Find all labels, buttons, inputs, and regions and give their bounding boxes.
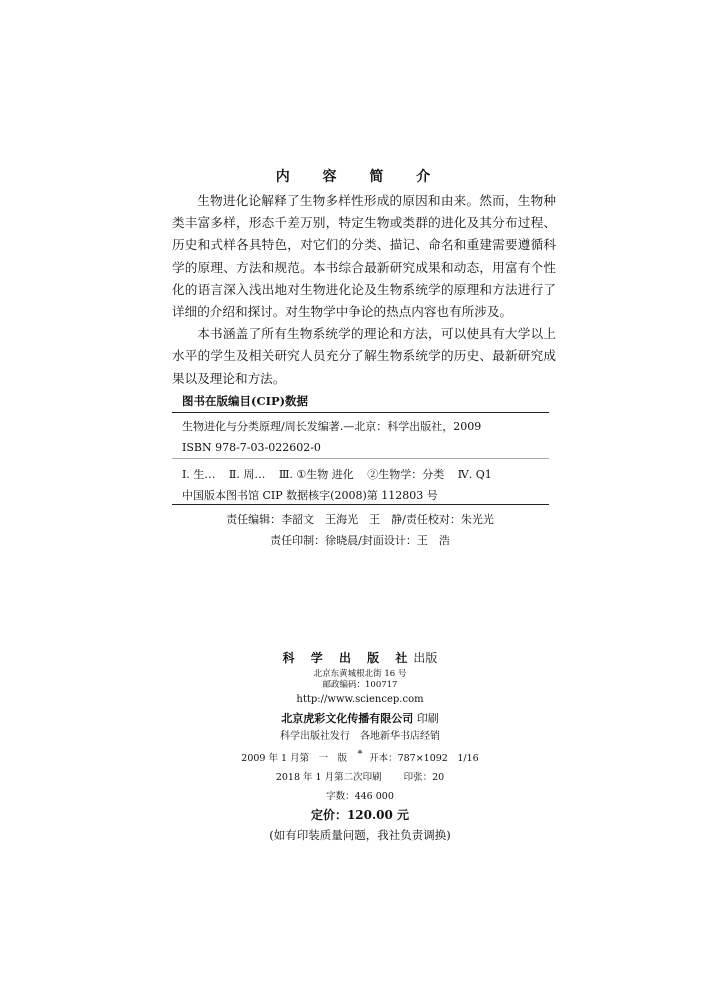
edition-info bbox=[0, 749, 720, 806]
cip-class-item: Ⅱ. 周… bbox=[228, 468, 266, 481]
cip-class-item: Ⅳ. Q1 bbox=[457, 468, 492, 481]
summary-body bbox=[172, 190, 556, 390]
first-edition: 2009 年 1 月第 一 版 bbox=[241, 753, 348, 764]
staff-line: 责任印制：徐晓晨/封面设计：王 浩 bbox=[270, 534, 450, 547]
cip-class-item: ②生物学：分类 bbox=[367, 468, 445, 481]
cip-heading: 图书在版编目(CIP)数据 bbox=[182, 394, 309, 408]
printer-name: 北京虎彩文化传播有限公司 bbox=[281, 712, 414, 725]
cip-class-item: Ⅲ. ①生物 进化 bbox=[278, 468, 354, 481]
quality-notice: (如有印装质量问题，我社负责调换) bbox=[269, 828, 451, 842]
price: 定价：120.00 元 bbox=[310, 808, 410, 822]
cip-top-rule bbox=[172, 412, 549, 413]
reprint-info: 2018 年 1 月第二次印刷 bbox=[275, 772, 382, 783]
book-format: 开本：787×1092 1/16 bbox=[369, 753, 479, 764]
word-count: 字数：446 000 bbox=[326, 791, 394, 802]
publisher-name: 科 学 出 版 社 bbox=[282, 651, 414, 665]
cip-record: 生物进化与分类原理/周长发编著.—北京：科学出版社，2009 bbox=[182, 420, 482, 433]
publisher-address: 北京东黄城根北街 16 号 bbox=[313, 669, 407, 679]
publisher-block bbox=[0, 647, 720, 762]
cip-classifications bbox=[182, 464, 542, 485]
cip-bottom-rule bbox=[172, 504, 549, 505]
summary-paragraph: 本书涵盖了所有生物系统学的理论和方法，可以使具有大学以上水平的学生及相关研究人员充分了解生物系统学的历史、最新研究成果以及理论和方法。 bbox=[172, 326, 556, 386]
publisher-name-suffix: 出版 bbox=[413, 651, 438, 665]
distribution-line: 科学出版社发行 各地新华书店经销 bbox=[280, 731, 440, 742]
staff-line: 责任编辑：李韶文 王海光 王 静/责任校对：朱光光 bbox=[226, 513, 494, 526]
staff-credits bbox=[0, 509, 720, 551]
divider-star: * bbox=[357, 749, 363, 760]
publisher-url: http://www.sciencep.com bbox=[296, 694, 424, 705]
cip-mid-rule bbox=[172, 458, 549, 459]
summary-title: 内 容 简 介 bbox=[275, 169, 445, 185]
cip-library-note: 中国版本图书馆 CIP 数据核字(2008)第 112803 号 bbox=[182, 489, 438, 502]
cip-block bbox=[182, 416, 542, 506]
publisher-postcode: 邮政编码：100717 bbox=[322, 680, 398, 690]
cip-class-item: Ⅰ. 生… bbox=[182, 468, 216, 481]
print-sheets: 印张：20 bbox=[403, 772, 445, 783]
cip-isbn: ISBN 978-7-03-022602-0 bbox=[182, 441, 321, 454]
printer-suffix: 印刷 bbox=[416, 712, 439, 725]
summary-paragraph: 生物进化论解释了生物多样性形成的原因和由来。然而，生物种类丰富多样，形态千差万别，特定生物或类群的进化及其分布过程、历史和式样各具特色，对它们的分类、描记、命名和重建需要遵循科学的原理、方法和规范。本书综合最新研究成果和动态，用富有个性化的语言深入浅出地对生物进化论及生物系统学的原理和方法进行了详细的介绍和探讨。对生物学中争论的热点内容也有所涉及。 bbox=[172, 193, 556, 320]
